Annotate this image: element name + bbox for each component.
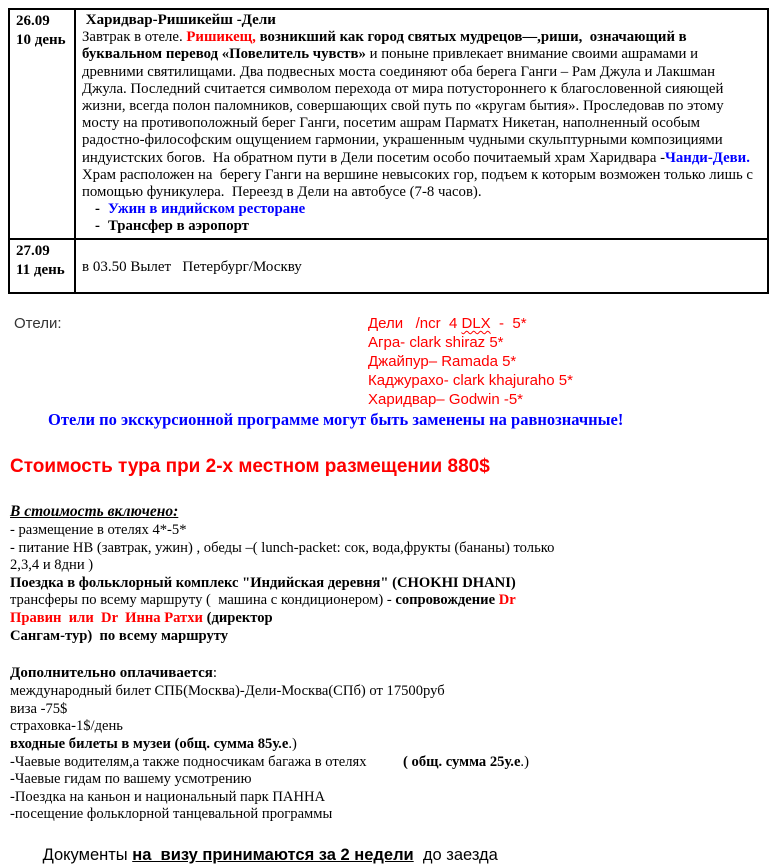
hotels-list <box>368 314 776 409</box>
text-segment: Завтрак в отеле. <box>82 29 187 46</box>
hotels-section <box>0 314 776 430</box>
text-segment: Сангам-тур) по всему маршруту <box>10 627 229 644</box>
text-segment: Храм расположен на берегу Ганги на вершине невысоких гор, подъем к которым возможен только лишь с помощью фуникулера. Переезд в Дели на автобусе (7-8 часов). <box>82 149 758 201</box>
text-segment: .) <box>520 753 529 770</box>
bullet-item <box>82 218 759 235</box>
date-cell <box>9 9 75 239</box>
text-segment: -посещение фольклорной танцевальной программы <box>10 806 333 823</box>
included-list <box>10 522 776 645</box>
text-segment: Документы <box>38 845 133 864</box>
text-segment: -Чаевые гидам по вашему усмотрению <box>10 771 252 788</box>
extra-line <box>10 736 776 754</box>
text-segment: - <box>95 201 100 218</box>
date-cell <box>9 239 75 293</box>
text-segment: страховка-1$/день <box>10 718 123 735</box>
text-segment: Правин или Dr Инна Ратхи <box>10 609 207 626</box>
text-segment: Чанди-Деви. <box>665 149 750 166</box>
text-segment: : <box>212 665 218 682</box>
extra-line <box>10 789 776 807</box>
itinerary-paragraph <box>82 29 759 201</box>
text-segment: DLX <box>461 315 491 332</box>
hotel-item <box>368 390 776 409</box>
text-segment: - размещение в отелях 4*-5* <box>10 522 187 538</box>
hotel-item <box>368 333 776 352</box>
text-segment: Каджурахо- clark khajuraho 5* <box>368 372 573 389</box>
included-line <box>10 557 776 575</box>
included-line <box>10 628 776 646</box>
text-segment: возникший как город святых мудрецов—,риши, означающий в буквальном перевод «Повелитель чувств» <box>82 29 691 63</box>
text-segment: -Поездка на каньон и национальный парк ПАННА <box>10 788 326 805</box>
text-segment: на визу принимаются за 2 недели <box>132 845 414 864</box>
text-segment: Дополнительно оплачивается <box>10 665 213 682</box>
extra-line <box>10 718 776 736</box>
included-line <box>10 592 776 610</box>
text-segment: Харидвар– Godwin -5* <box>368 391 524 408</box>
visa-documents-note <box>38 846 776 865</box>
included-heading: В стоимость включено: <box>10 503 179 520</box>
included-line <box>10 575 776 593</box>
text-segment: трансферы по всему маршруту ( машина с кондиционером) - <box>10 592 396 609</box>
day-label: 11 день <box>16 262 65 278</box>
text-segment: - 5* <box>490 315 527 332</box>
extra-line <box>10 683 776 701</box>
day-label: 10 день <box>16 32 66 48</box>
itinerary-row-day11 <box>9 239 768 293</box>
itinerary-table <box>8 8 769 294</box>
date-label: 27.09 <box>16 243 50 259</box>
included-line <box>10 540 776 558</box>
itinerary-title: Харидвар-Ришикейш -Дели <box>82 12 276 28</box>
hotel-item <box>368 314 776 333</box>
bullet-item <box>82 201 759 218</box>
extra-line <box>10 754 776 772</box>
text-segment: сопровождение <box>395 592 499 609</box>
text-segment: Стоимость тура при 2-х местном размещении <box>10 456 448 477</box>
text-segment: (директор <box>206 609 273 626</box>
text-segment: Ришикещ, <box>186 29 256 46</box>
text-segment: Агра- clark shiraz 5* <box>368 334 504 351</box>
text-segment: - питание НВ (завтрак, ужин) , обеды –( lunch-packet: сок, вода,фрукты (бананы) только <box>10 539 555 556</box>
date-label: 26.09 <box>16 13 50 29</box>
extra-line <box>10 701 776 719</box>
price-heading <box>10 456 776 478</box>
extra-heading <box>10 665 776 682</box>
text-segment: Трансфер в аэропорт <box>108 218 249 235</box>
description-cell <box>75 9 768 239</box>
hotels-label: Отели: <box>14 315 62 332</box>
text-segment: виза -75$ <box>10 700 68 717</box>
extra-list <box>10 683 776 824</box>
text-segment: - <box>95 218 100 235</box>
hotel-item <box>368 352 776 371</box>
extra-line <box>10 771 776 789</box>
text-segment: 880$ <box>447 456 490 477</box>
text-segment: Поездка в фольклорный комплекс "Индийская деревня" (CHOKHI DHANI) <box>10 574 516 591</box>
text-segment: .) <box>288 735 297 752</box>
description-cell: в 03.50 Вылет Петербург/Москву <box>75 239 768 293</box>
text-segment: Дели /ncr 4 <box>368 315 462 332</box>
included-line <box>10 610 776 628</box>
hotel-item <box>368 371 776 390</box>
text-segment: и поныне привлекает внимание своими ашрамами и древними святилищами. Два подвесных моста соединяют оба берега Ганги – Рам Джула и Лакшман Джула. Последний считается символом перехода от мира потустороннего к благословенной сияющей жизни, всегда полон паломников, совершающих свой путь по «кругам бытия». Проследовав по этому мосту на противоположный берег Ганги, посетим ашрам Парматх Никетан, наполненный особым радостно-философским ощущением гармонии, украшенным чудными скульптурными композициями индуистских богов. На обратном пути в Дели посетим особо почитаемый храм Харидвара - <box>82 46 728 166</box>
text-segment: ( общ. сумма 25у.е <box>403 753 521 770</box>
included-line <box>10 522 776 540</box>
text-segment: -Чаевые водителям,а также подносчикам багажа в отелях <box>10 753 404 770</box>
extra-line <box>10 806 776 824</box>
text-segment: международный билет СПБ(Москва)-Дели-Москва(СПб) от 17500руб <box>10 683 445 700</box>
text-segment: до заезда <box>413 845 498 864</box>
text-segment: Джайпур– Ramada 5* <box>368 353 517 370</box>
text-segment: Ужин в индийском ресторане <box>108 201 306 218</box>
itinerary-row-day10 <box>9 9 768 239</box>
bullet-list <box>82 201 759 235</box>
text-segment: 2,3,4 и 8дни ) <box>10 557 94 574</box>
text-segment: входные билеты в музеи (общ. сумма 85у.е <box>10 735 289 752</box>
hotels-notice: Отели по экскурсионной программе могут быть заменены на равнозначные! <box>48 410 624 429</box>
text-segment: Dr <box>498 592 516 609</box>
